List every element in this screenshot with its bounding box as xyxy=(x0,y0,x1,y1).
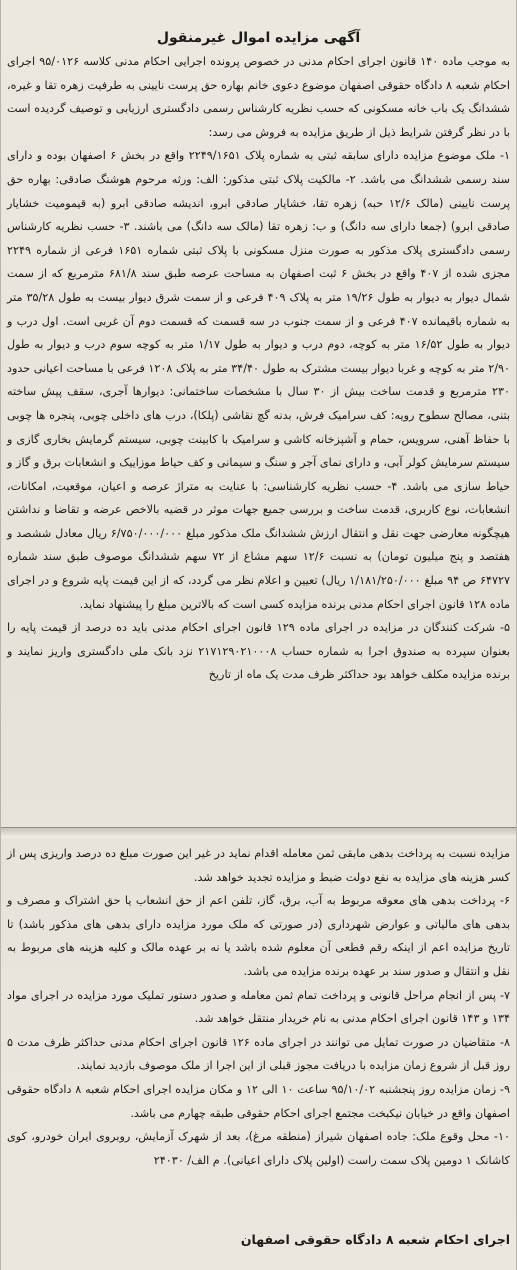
notice-title: آگهی مزایده اموال غیرمنقول xyxy=(156,30,361,46)
notice-clause-10: ۱۰- محل وقوع ملک: جاده اصفهان شیراز (منطقه مرغ)، بعد از شهرک آزمایش، روبروی ایران خودرو، کوی کاشانک ۱ دومین پلاک سمت راست (اولین پلاک دارای اعیانی). م الف/ ۲۴۰۳۰ xyxy=(7,1130,510,1167)
notice-clause-7: ۷- پس از انجام مراحل قانونی و پرداخت تمام ثمن معامله و صدور دستور تملیک مورد مزایده در اجرای مواد ۱۳۴ و ۱۴۳ قانون اجرای احکام مدنی به نام خریدار منتقل خواهد شد. xyxy=(7,988,510,1026)
notice-body-upper xyxy=(7,50,510,687)
notice-body-lower xyxy=(7,842,510,1172)
notice-intro-paragraph: به موجب ماده ۱۴۰ قانون اجرای احکام مدنی در خصوص پرونده اجرایی احکام مدنی کلاسه ۹۵/۰۱۲۶ اجرای احکام شعبه ۸ دادگاه حقوقی اصفهان موضوع دعوی خانم بهاره حق پرست نایینی به طرفیت زهره تقا و غیره، ششدانگ یک باب خانه مسکونی که حسب نظریه کارشناس رسمی دادگستری ارزیابی و توصیف گردیده است با در نظر گرفتن شرایط ذیل از طریق مزایده به فروش می رسد: xyxy=(7,55,511,139)
notice-clause-6: ۶- پرداخت بدهی های معوقه مربوط به آب، برق، گاز، تلفن اعم از حق انشعاب یا حق اشتراک و مصرف و بدهی های مالیاتی و عوارض شهرداری (در صورتی که ملک مورد مزایده دارای بدهی های مذکور باشد) تا تاریخ مزایده اعم از اینکه رقم قطعی آن معلوم شده باشد یا نه بر عهده مالک و کلیه هزینه های مربوط به نقل و انتقال و صدور سند بر عهده برنده مزایده می باشد. xyxy=(7,894,510,978)
notice-signature: اجرای احکام شعبه ۸ دادگاه حقوقی اصفهان xyxy=(240,1232,510,1247)
notice-clause-8: ۸- متقاضیان در صورت تمایل می توانند در اجرای ماده ۱۲۶ قانون اجرای احکام مدنی حداکثر ظرف مدت ۵ روز قبل از شروع زمان مزایده با دریافت مجوز قبلی از این اجرا از ملک موصوف بازدید نمایند. xyxy=(7,1035,510,1073)
notice-clause-5-continued: مزایده نسبت به پرداخت بدهی مابقی ثمن معامله اقدام نماید در غیر این صورت مبلغ ده درصد واریزی پس از کسر هزینه های مزایده به نفع دولت ضبط و مزایده تجدید خواهد شد. xyxy=(7,847,510,884)
notice-clause-5: ۵- شرکت کنندگان در مزایده در اجرای ماده ۱۲۹ قانون اجرای احکام مدنی باید ده درصد از قیمت پایه را بعنوان سپرده به صندوق اجرا به شماره حساب ۲۱۷۱۲۹۰۲۱۰۰۰۸ نزد بانک ملی دادگستری واریز نمایند و برنده مزایده مکلف خواهد بود حداکثر ظرف مدت یک ماه از تاریخ xyxy=(7,621,511,682)
notice-clauses-1-4: ۱- ملک موضوع مزایده دارای سابقه ثبتی به شماره پلاک ۲۲۴۹/۱۶۵۱ واقع در بخش ۶ اصفهان بوده و دارای سند رسمی ششدانگ می باشد. ۲- مالکیت پلاک ثبتی مذکور: الف: ورثه مرحوم هوشنگ صادقی: بهاره حق پرست نایینی (مالک ۱۲/۶ حبه) زهره تقا، خشایار صادقی ابرو، اندیشه صادقی ابرو (به قیمومیت خشایار صادقی ابرو) (جمعا دارای سه دانگ) و ب: زهره تقا (مالک سه دانگ) می باشند. ۳- حسب نظریه کارشناس رسمی دادگستری پلاک مذکور به صورت منزل مسکونی با پلاک ثبتی شماره ۱۶۵۱ فرعی از شماره ۲۲۴۹ مجزی شده از ۴۰۷ واقع در بخش ۶ ثبت اصفهان به مساحت عرصه طبق سند ۶۸۱/۸ مترمربع که از سمت شمال دیوار به دیوار به طول ۱۹/۲۶ متر به پلاک ۴۰۹ فرعی و از سمت شرق دیوار بیست به طول ۳۵/۲۸ متر به شماره باقیمانده ۴۰۷ فرعی و از سمت جنوب در سه قسمت که قسمت دوم آن غربی است. اول درب و دیوار به طول ۱۶/۵۲ متر به کوچه، دوم درب و دیوار به طول ۱/۱۷ متر به کوچه سوم درب و دیوار به طول ۲/۹۰ متر به کوچه و غربا دیوار بیست مشترک به طول ۳۴/۴۰ متر به پلاک ۱۲۰۸ فرعی با مساحت اعیانی حدود ۲۳۰ مترمربع و قدمت ساخت بیش از ۳۰ سال با مشخصات ساختمانی: دیوارها آجری، سقف پیش ساخته بتنی، مصالح سطوح رویه: کف سرامیک فرش، بدنه گچ نقاشی (پلکا)، درب های داخلی چوبی، پنجره ها چوبی با حفاظ آهنی، سرویس، حمام و آشپزخانه کاشی و سرامیک با کابینت چوبی، سیستم گرمایش بخاری گازی و سیستم سرمایش کولر آبی، و دارای نمای آجر و سنگ و سیمانی و کف حیاط موزاییک و انشعابات برق و گاز و حیاط سازی می باشد. ۴- حسب نظریه کارشناسی: با عنایت به متراژ عرصه و اعیان، موقعیت، امکانات، انشعابات، نوع کاربری، قدمت ساخت و بررسی جمیع جهات موثر در قضیه بالاخص عرضه و تقاضا و نداشتن هیچگونه معارضی جهت نقل و انتقال ارزش ششدانگ ملک مذکور مبلغ ۶/۷۵۰/۰۰۰/۰۰۰ ریال معادل ششصد و هفتصد و پنج میلیون تومان) به نسبت ۱۲/۶ سهم مشاع از ۷۲ سهم ششدانگ موصوف طبق سند شماره ۶۴۷۲۷ ص ۹۴ مبلغ ۱/۱۸۱/۲۵۰/۰۰۰ ریال) تعیین و اعلام نظر می گردد، که از این قیمت پایه شروع و در اجرای ماده ۱۲۸ قانون اجرای احکام مدنی برنده مزایده کسی است که بالاترین مبلغ را پیشنهاد نماید. xyxy=(7,149,511,611)
notice-clause-9: ۹- زمان مزایده روز پنجشنبه ۹۵/۱۰/۰۲ ساعت ۱۰ الی ۱۲ و مکان مزایده اجرای احکام شعبه ۸ دادگاه حقوقی اصفهان واقع در خیابان نیکبخت مجتمع اجرای احکام حقوقی طبقه چهارم می باشد. xyxy=(7,1082,510,1120)
clipping-fold-divider xyxy=(1,827,516,838)
